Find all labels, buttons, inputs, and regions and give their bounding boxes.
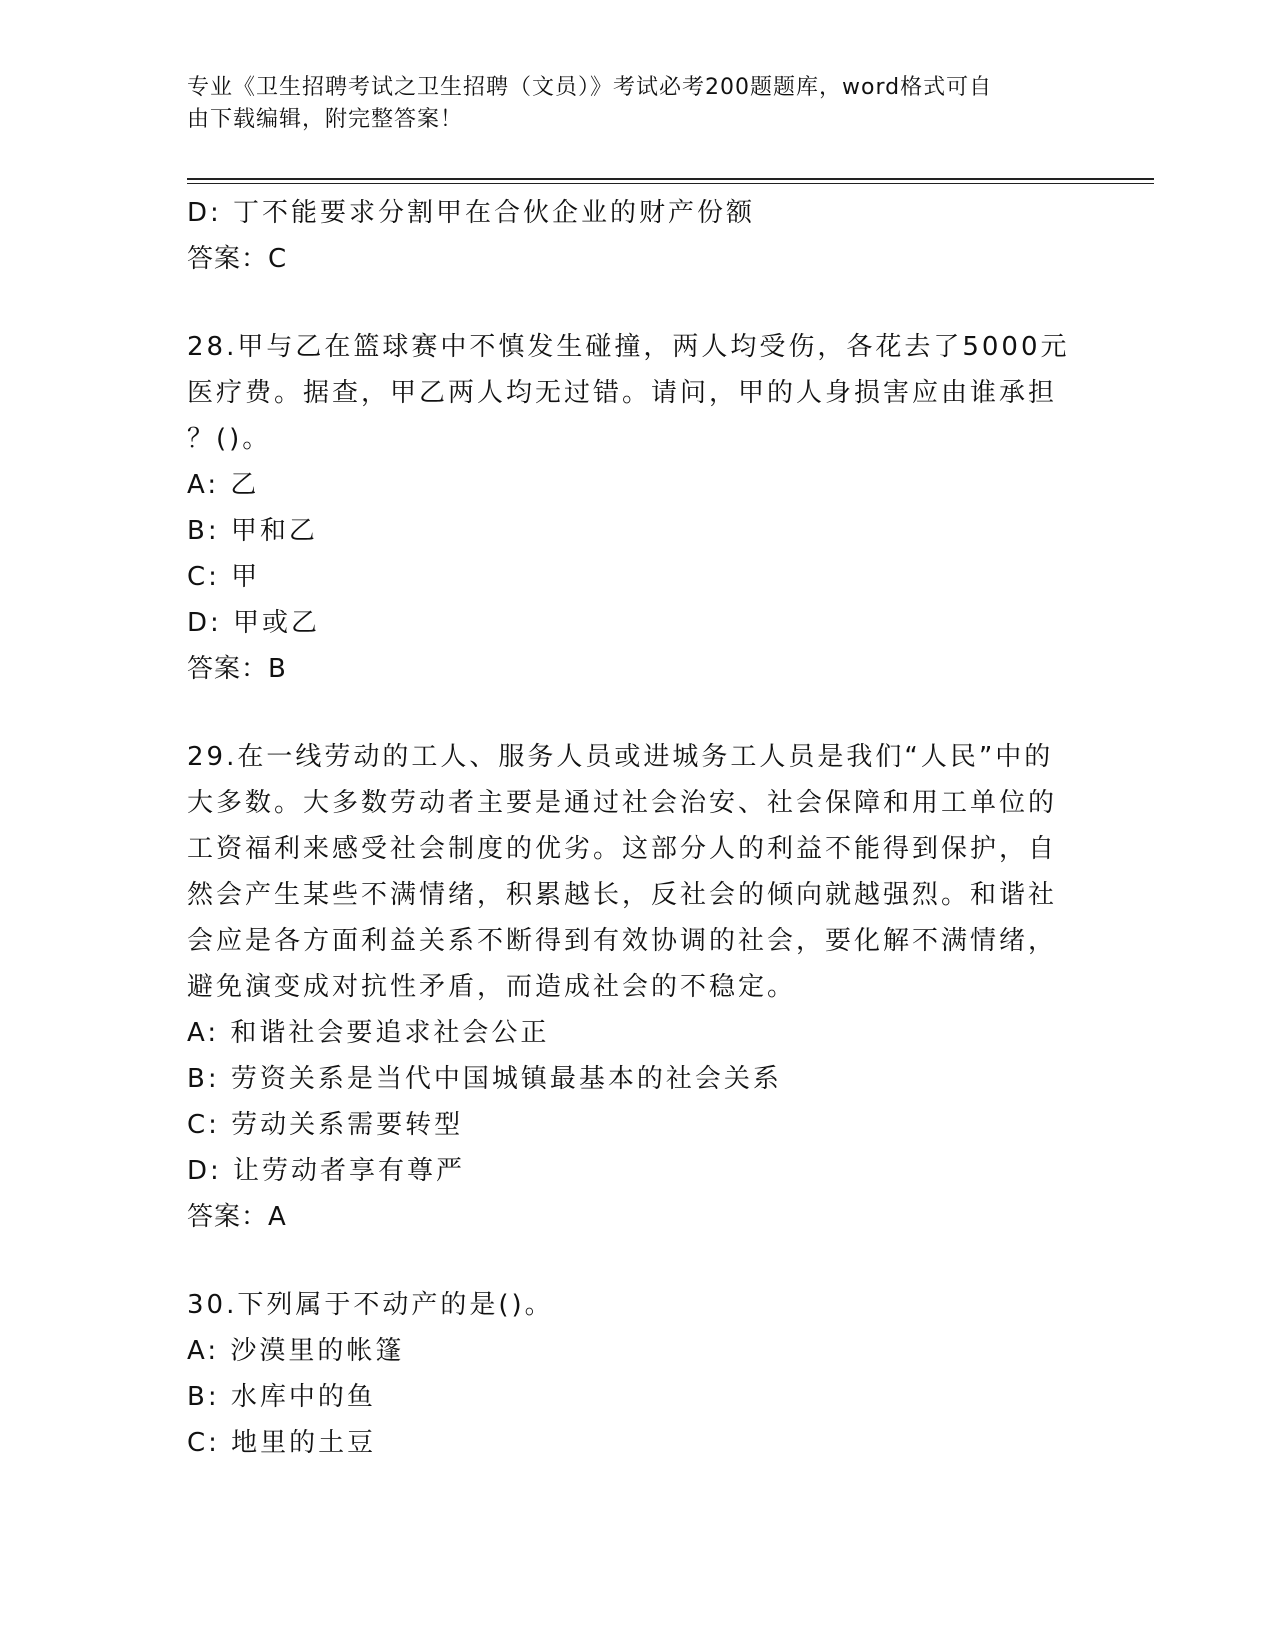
q30-option-a: A: 沙漠里的帐篷 bbox=[187, 1336, 405, 1366]
q29-option-b: B: 劳资关系是当代中国城镇最基本的社会关系 bbox=[187, 1064, 782, 1094]
q29-stem-line-4: 然会产生某些不满情绪，积累越长，反社会的倾向就越强烈。和谐社 bbox=[187, 880, 1058, 910]
q30-stem-line-1: 30.下列属于不动产的是()。 bbox=[187, 1290, 554, 1320]
q28-option-c: C: 甲 bbox=[187, 562, 261, 592]
q28-option-d: D: 甲或乙 bbox=[187, 608, 321, 638]
q28-option-b: B: 甲和乙 bbox=[187, 516, 318, 546]
q29-option-a: A: 和谐社会要追求社会公正 bbox=[187, 1018, 550, 1048]
question-29 bbox=[187, 734, 1087, 1240]
header-line-1: 专业《卫生招聘考试之卫生招聘（文员）》考试必考200题题库，word格式可自 bbox=[187, 75, 993, 100]
q28-stem-line-3: ？()。 bbox=[187, 424, 272, 454]
page-header bbox=[187, 72, 1067, 136]
header-divider-thick bbox=[187, 178, 1154, 180]
q29-stem-line-1: 29.在一线劳动的工人、服务人员或进城务工人员是我们“人民”中的 bbox=[187, 742, 1054, 772]
q29-answer: 答案：A bbox=[187, 1202, 287, 1232]
question-28 bbox=[187, 324, 1087, 692]
question-27-tail bbox=[187, 190, 1087, 282]
q29-option-d: D: 让劳动者享有尊严 bbox=[187, 1156, 466, 1186]
q30-option-c: C: 地里的土豆 bbox=[187, 1428, 377, 1458]
document-body bbox=[187, 190, 1087, 1466]
question-30 bbox=[187, 1282, 1087, 1466]
q29-stem-line-3: 工资福利来感受社会制度的优劣。这部分人的利益不能得到保护，自 bbox=[187, 834, 1058, 864]
q28-answer: 答案：B bbox=[187, 654, 287, 684]
q28-option-a: A: 乙 bbox=[187, 470, 260, 500]
header-divider-thin bbox=[187, 183, 1154, 184]
q29-option-c: C: 劳动关系需要转型 bbox=[187, 1110, 464, 1140]
spacer bbox=[187, 692, 1087, 734]
q29-stem-line-2: 大多数。大多数劳动者主要是通过社会治安、社会保障和用工单位的 bbox=[187, 788, 1058, 818]
q29-stem-line-6: 避免演变成对抗性矛盾，而造成社会的不稳定。 bbox=[187, 972, 797, 1002]
spacer bbox=[187, 282, 1087, 324]
spacer bbox=[187, 1240, 1087, 1282]
q27-option-d: D: 丁不能要求分割甲在合伙企业的财产份额 bbox=[187, 198, 756, 228]
header-line-2: 由下载编辑，附完整答案！ bbox=[187, 107, 464, 132]
q27-answer: 答案：C bbox=[187, 244, 288, 274]
q30-option-b: B: 水库中的鱼 bbox=[187, 1382, 376, 1412]
q28-stem-line-2: 医疗费。据查，甲乙两人均无过错。请问，甲的人身损害应由谁承担 bbox=[187, 378, 1058, 408]
q29-stem-line-5: 会应是各方面利益关系不断得到有效协调的社会，要化解不满情绪， bbox=[187, 926, 1058, 956]
q28-stem-line-1: 28.甲与乙在篮球赛中不慎发生碰撞，两人均受伤，各花去了5000元 bbox=[187, 332, 1070, 362]
